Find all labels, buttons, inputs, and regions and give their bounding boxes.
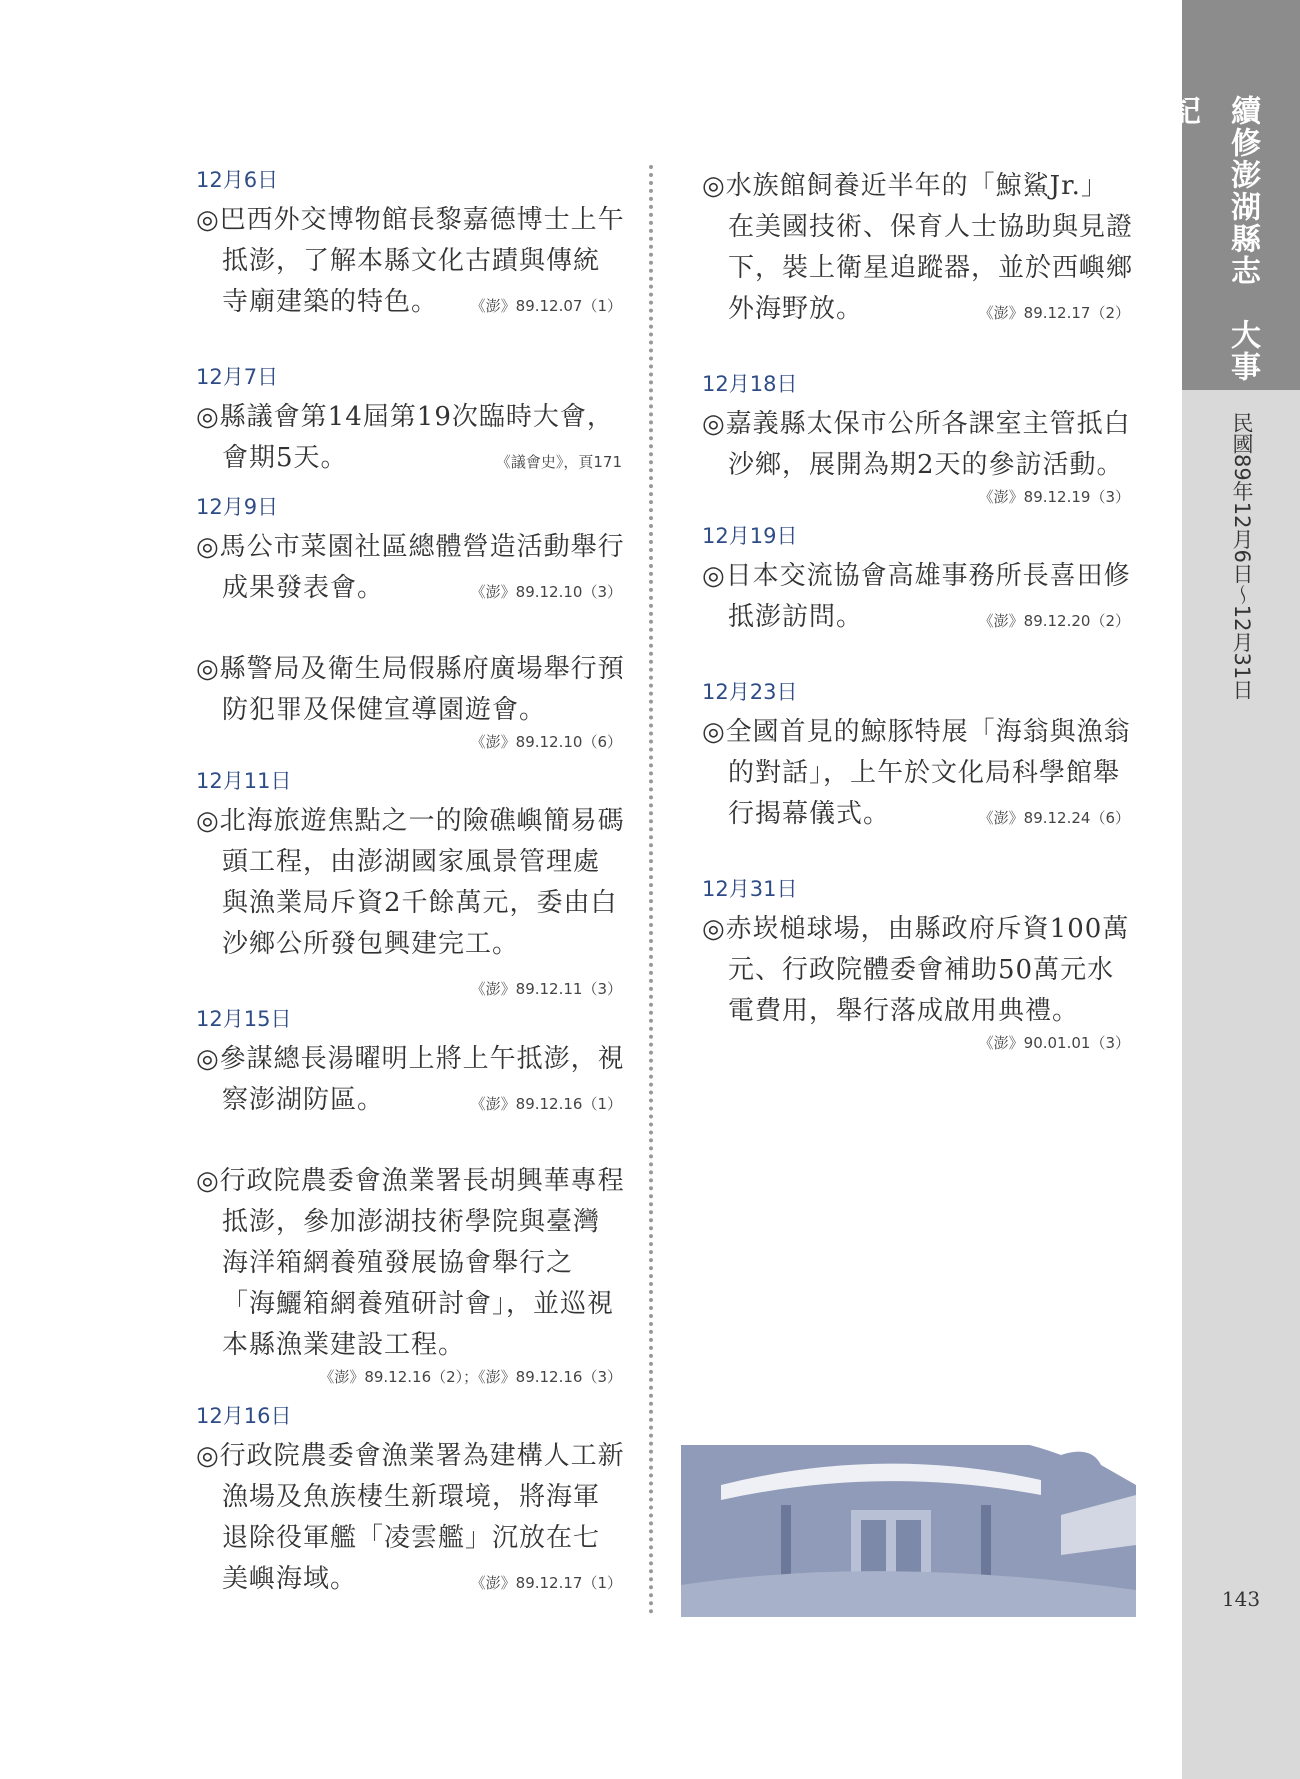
event-description: ◎行政院農委會漁業署為建構人工新漁場及魚族棲生新環境，將海軍退除役軍艦「凌雲艦」沉放在七美嶼海域。 [196, 1441, 625, 1594]
side-tab-header [1165, 0, 1300, 390]
event-source: 《澎》89.12.17（2） [978, 304, 1130, 322]
event-description: ◎行政院農委會漁業署長胡興華專程抵澎，參加澎湖技術學院與臺灣海洋箱網養殖發展協會舉行之「海鱺箱網養殖研討會」，並巡視本縣漁業建設工程。 [196, 1166, 625, 1360]
event-source: 《澎》89.12.16（2）；《澎》89.12.16（3） [319, 1368, 622, 1386]
event-source: 《澎》89.12.07（1） [470, 297, 622, 315]
event-text [702, 404, 1134, 486]
building-photo [681, 1425, 1136, 1617]
right-column [702, 166, 1134, 1094]
event-text [196, 397, 626, 479]
event-date: 12月15日 [196, 1007, 292, 1031]
event-text [196, 1161, 626, 1366]
event-date: 12月6日 [196, 168, 279, 192]
event-entry [196, 363, 626, 479]
event-entry [702, 522, 1134, 638]
event-date: 12月31日 [702, 877, 798, 901]
event-date: 12月16日 [196, 1404, 292, 1428]
event-entry [196, 1161, 626, 1388]
event-description: ◎赤崁槌球場，由縣政府斥資100萬元、行政院體委會補助50萬元水電費用，舉行落成啟用典禮。 [702, 914, 1130, 1026]
event-entry [702, 875, 1134, 1054]
event-source: 《澎》89.12.20（2） [978, 612, 1130, 630]
event-source: 《澎》90.01.01（3） [978, 1034, 1130, 1052]
left-column [196, 166, 626, 1640]
event-entry [702, 678, 1134, 835]
event-text [196, 649, 626, 731]
event-entry [196, 166, 626, 323]
event-description: ◎縣議會第14屆第19次臨時大會，會期5天。 [196, 402, 614, 473]
event-source: 《澎》89.12.17（1） [470, 1574, 622, 1592]
event-source: 《澎》89.12.24（6） [978, 809, 1130, 827]
event-text [196, 200, 626, 323]
event-date: 12月11日 [196, 769, 292, 793]
event-description: ◎馬公市菜園社區總體營造活動舉行成果發表會。 [196, 532, 625, 603]
event-description: ◎嘉義縣太保市公所各課室主管抵白沙鄉，展開為期2天的參訪活動。 [702, 409, 1131, 480]
event-date: 12月18日 [702, 372, 798, 396]
event-description: ◎巴西外交博物館長黎嘉德博士上午抵澎，了解本縣文化古蹟與傳統寺廟建築的特色。 [196, 205, 625, 317]
event-description: ◎縣警局及衛生局假縣府廣場舉行預防犯罪及保健宣導園遊會。 [196, 654, 625, 725]
event-entry [196, 649, 626, 753]
event-date: 12月23日 [702, 680, 798, 704]
event-source: 《議會史》，頁171 [495, 453, 622, 471]
event-text [702, 909, 1134, 1032]
event-entry [196, 767, 626, 998]
event-entry [702, 370, 1134, 508]
page-number: 143 [1221, 1587, 1261, 1611]
event-source: 《澎》89.12.16（1） [470, 1095, 622, 1113]
event-text [702, 166, 1134, 330]
event-text [196, 527, 626, 609]
event-text [702, 712, 1134, 835]
book-title: 續修澎湖縣志 大事記 [1165, 95, 1260, 383]
event-text [196, 1039, 626, 1121]
event-description: ◎全國首見的鯨豚特展「海翁與漁翁的對話」，上午於文化局科學館舉行揭幕儀式。 [702, 717, 1131, 829]
event-entry [196, 493, 626, 609]
event-description: ◎參謀總長湯曜明上將上午抵澎，視察澎湖防區。 [196, 1044, 625, 1115]
event-date: 12月9日 [196, 495, 279, 519]
event-source: 《澎》89.12.11（3） [470, 980, 622, 998]
event-description: ◎北海旅遊焦點之一的險礁嶼簡易碼頭工程，由澎湖國家風景管理處與漁業局斥資2千餘萬元，委由白沙鄉公所發包興建完工。 [196, 806, 625, 959]
event-entry [196, 1005, 626, 1121]
event-source: 《澎》89.12.10（3） [470, 583, 622, 601]
event-description: ◎日本交流協會高雄事務所長喜田修抵澎訪問。 [702, 561, 1131, 632]
event-text [702, 556, 1134, 638]
event-date: 12月7日 [196, 365, 279, 389]
side-tab [1165, 0, 1300, 1779]
event-source: 《澎》89.12.19（3） [978, 488, 1130, 506]
event-entry [702, 166, 1134, 330]
column-divider [649, 165, 653, 1615]
event-text [196, 1436, 626, 1600]
event-text [196, 801, 626, 998]
event-entry [196, 1402, 626, 1600]
event-date: 12月19日 [702, 524, 798, 548]
event-description: ◎水族館飼養近半年的「鯨鯊Jr.」在美國技術、保育人士協助與見證下，裝上衛星追蹤器，並於西嶼鄉外海野放。 [702, 171, 1134, 324]
section-date-range: 民國89年12月6日～12月31日 [1230, 412, 1254, 701]
event-source: 《澎》89.12.10（6） [470, 733, 622, 751]
